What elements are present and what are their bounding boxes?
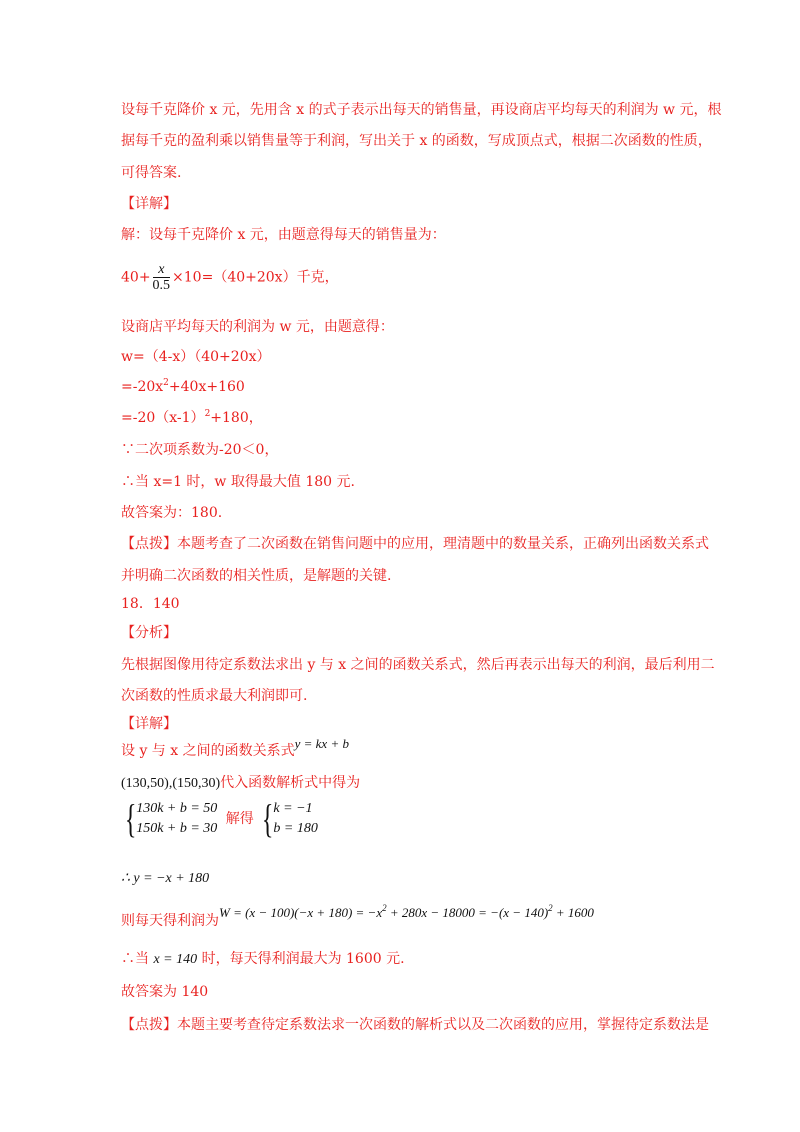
detail-heading-2: 【详解】 xyxy=(121,716,177,732)
system-1 xyxy=(136,799,217,839)
when-line xyxy=(121,950,405,969)
system-2-eq-1: k = −1 xyxy=(273,801,313,816)
points-text: 代入函数解析式中得为 xyxy=(220,775,361,791)
relation-math: y = kx + b xyxy=(294,736,349,751)
profit-math-c: + 1600 xyxy=(552,905,594,920)
intro-line-2: 据每千克的盈利乘以销售量等于利润，写出关于 x 的函数，写成顶点式，根据二次函数的性质， xyxy=(121,133,712,149)
comment-1-line-1: 【点拨】本题考查了二次函数在销售问题中的应用，理清题中的数量关系，正确列出函数关系式 xyxy=(121,536,709,552)
sales-volume-expression xyxy=(121,262,339,293)
intro-line-3: 可得答案. xyxy=(121,165,182,181)
profit-line xyxy=(121,903,594,930)
comment-2-line-1: 【点拨】本题主要考查待定系数法求一次函数的解析式以及二次函数的应用，掌握待定系数法是 xyxy=(121,1017,709,1033)
fraction xyxy=(153,262,171,293)
eq2-exponent: 2 xyxy=(163,378,169,388)
profit-math-a: W = (x − 100)(−x + 180) = −x xyxy=(219,905,383,920)
frac-prefix: 40+ xyxy=(121,269,151,286)
intro-line-1: 设每千克降价 x 元，先用含 x 的式子表示出每天的销售量，再设商店平均每天的利润为 w 元，根 xyxy=(121,102,722,118)
answer-1: 故答案为：180. xyxy=(121,505,223,521)
left-brace-1: { xyxy=(124,796,137,841)
eq2-part-a: =-20x xyxy=(121,379,164,395)
profit-math-exponent-2: 2 xyxy=(548,903,553,913)
equation-1: w=（4-x）（40+20x） xyxy=(121,349,271,365)
comment-1-line-2: 并明确二次函数的相关性质，是解题的关键. xyxy=(121,568,392,584)
eq2-part-b: +40x+160 xyxy=(168,379,245,395)
profit-math xyxy=(219,905,594,920)
system-line xyxy=(121,796,318,841)
when-part-b: 时，每天得利润最大为 1600 元. xyxy=(197,951,405,967)
points-math: (130,50),(150,30) xyxy=(121,776,221,791)
analysis-line-2: 次函数的性质求最大利润即可. xyxy=(121,688,308,704)
relation-text: 设 y 与 x 之间的函数关系式 xyxy=(121,743,295,759)
maximum-line: ∴当 x=1 时，w 取得最大值 180 元. xyxy=(121,474,355,490)
detail-line-1: 解：设每千克降价 x 元，由题意得每天的销售量为： xyxy=(121,227,446,243)
profit-math-b: + 280x − 18000 = −(x − 140) xyxy=(386,905,549,920)
equation-2 xyxy=(121,378,245,396)
relation-line xyxy=(121,736,349,760)
system-1-eq-1: 130k + b = 50 xyxy=(136,801,218,816)
profit-text: 则每天得利润为 xyxy=(121,913,219,929)
answer-2: 故答案为 140 xyxy=(121,984,209,1000)
solve-text: 解得 xyxy=(225,811,254,827)
points-line xyxy=(121,774,360,793)
system-2 xyxy=(273,799,317,839)
eq3-part-b: +180， xyxy=(210,410,263,426)
eq3-exponent: 2 xyxy=(204,409,211,419)
detail-heading-1: 【详解】 xyxy=(121,196,177,212)
analysis-heading: 【分析】 xyxy=(121,625,177,641)
left-brace-2: { xyxy=(262,796,274,841)
when-math: x = 140 xyxy=(153,952,198,967)
frac-suffix: ×10=（40+20x）千克， xyxy=(172,269,339,286)
analysis-line-1: 先根据图像用待定系数法求出 y 与 x 之间的函数关系式，然后再表示出每天的利润，最后利用二 xyxy=(121,657,715,673)
eq3-part-a: =-20（x-1） xyxy=(121,410,205,426)
fraction-numerator: x xyxy=(153,262,171,278)
fraction-denominator: 0.5 xyxy=(152,278,171,293)
question-18-number: 18．140 xyxy=(121,596,180,612)
equation-3 xyxy=(121,409,263,427)
profit-setup: 设商店平均每天的利润为 w 元，由题意得： xyxy=(121,319,394,335)
when-part-a: ∴当 xyxy=(121,951,154,967)
system-2-eq-2: b = 180 xyxy=(273,821,318,836)
system-1-eq-2: 150k + b = 30 xyxy=(136,821,218,836)
coefficient-line: ∵二次项系数为-20＜0， xyxy=(121,442,279,458)
therefore-y: ∴ y = −x + 180 xyxy=(121,871,210,886)
profit-math-exponent-1: 2 xyxy=(382,903,387,913)
